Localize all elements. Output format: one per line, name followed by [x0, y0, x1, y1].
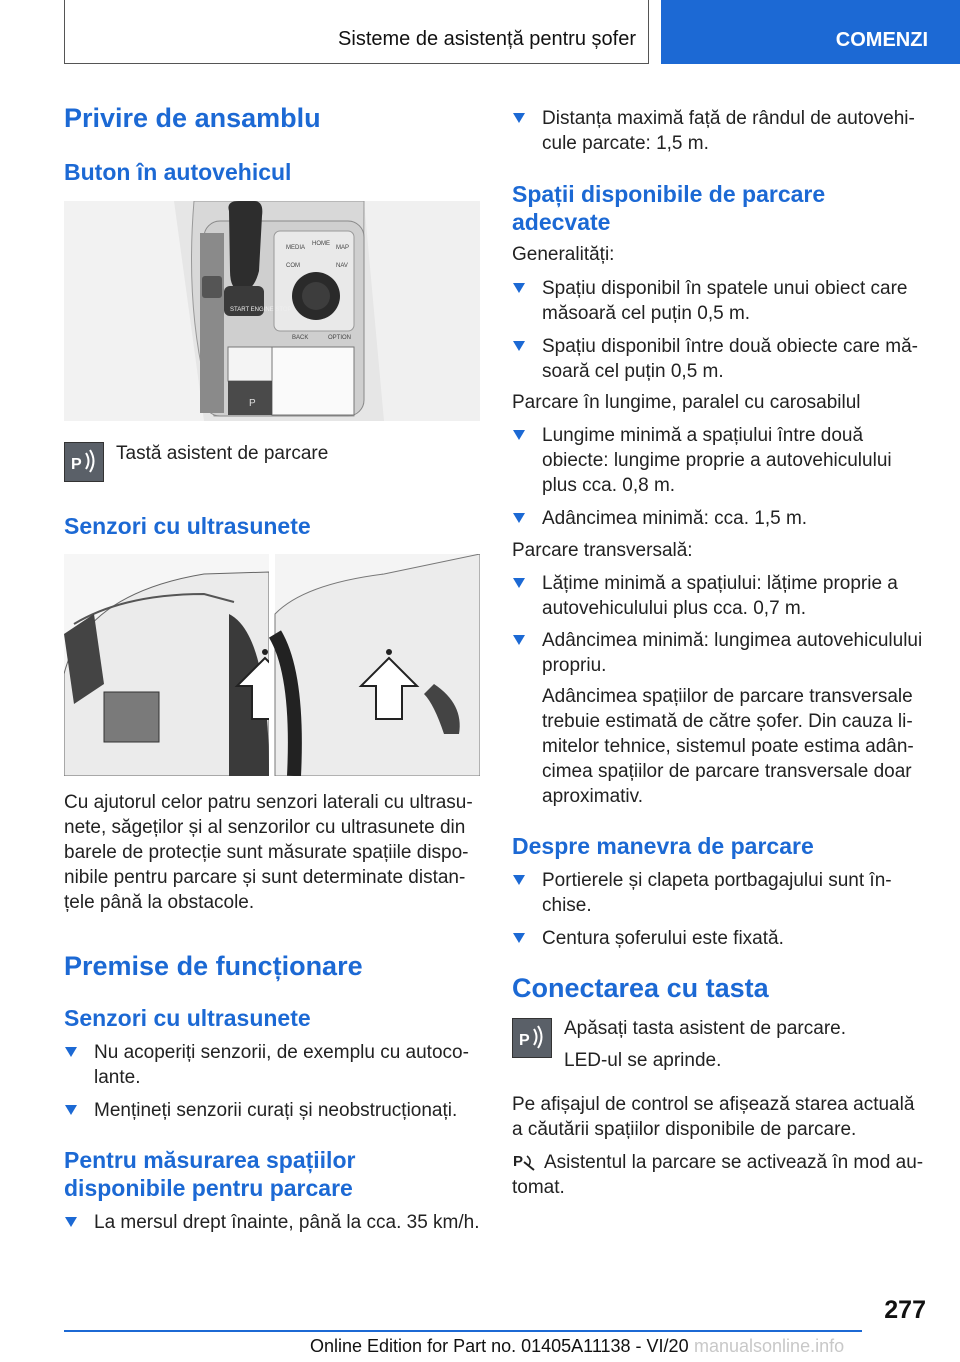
bullet-speed-limit: La mersul drept înainte, până la cca. 35 km/h. [64, 1210, 480, 1235]
bullet-min-width: Lățime minimă a spațiului: lățime proprie a autovehiculului plus cca. 0,7 m. [512, 571, 926, 621]
bullet-seatbelt: Centura șoferului este fixată. [512, 926, 926, 951]
page-number: 277 [884, 1296, 926, 1324]
bullet-min-depth: Adâncimea minimă: cca. 1,5 m. [512, 506, 926, 531]
heading-measuring-spaces: Pentru măsurarea spațiilor disponibile pentru parcare [64, 1147, 356, 1201]
p-label: P [249, 398, 256, 409]
map-label: MAP [336, 245, 350, 251]
console-button-figure [64, 201, 480, 421]
svg-text:P: P [513, 1153, 524, 1170]
bumper-sensors-illustration [64, 554, 480, 776]
parking-assist-key-icon-2 [512, 1018, 552, 1058]
footer-edition: Online Edition for Part no. 01405A11138 - VI/20 [310, 1336, 689, 1356]
heading-parking-maneuver: Despre manevra de parcare [512, 833, 814, 859]
home-label: HOME [312, 241, 330, 247]
header-chapter-tab[interactable]: COMENZI [661, 0, 960, 64]
media-label: MEDIA [286, 245, 306, 251]
heading-overview: Privire de ansamblu [64, 103, 321, 133]
page-header [0, 0, 960, 66]
parking-assist-key-icon [64, 442, 104, 482]
sensors-figure [64, 554, 480, 776]
sensors-description: Cu ajutorul celor patru senzori laterali cu ultrasu-nete, săgeților și al senzorilor cu ultrasunete din barele de protecție sunt măsurate spațiile dispo-nibile pentru parcare și sunt determinate distan-țele până la obstacole. [64, 792, 473, 913]
start-stop-label: START ENGINE STOP [230, 307, 292, 313]
automatic-activation-text: Asistentul la parcare se activează în mod au-tomat. [512, 1152, 924, 1198]
heading-ultrasonic-sensors: Senzori cu ultrasunete [64, 513, 311, 539]
connect-step-press-key: Apăsați tasta asistent de parcare. [564, 1018, 846, 1039]
footer-watermark[interactable]: manualsonline.info [694, 1336, 845, 1356]
bullet-min-length: Lungime minimă a spațiului între două obiecte: lungime proprie a autovehiculului plus cca. 0,8 m. [512, 423, 926, 498]
heading-button-in-vehicle: Buton în autovehicul [64, 159, 292, 185]
heading-ultrasonic-sensors-2: Senzori cu ultrasunete [64, 1005, 311, 1031]
svg-text:P: P [519, 1032, 530, 1049]
option-label: OPTION [328, 335, 352, 341]
heading-preconditions: Premise de funcționare [64, 951, 363, 981]
heading-suitable-spaces: Spații disponibile de parcare adecvate [512, 181, 826, 235]
transverse-parking-label: Parcare transversală: [512, 540, 693, 561]
back-label: BACK [292, 335, 309, 341]
bullet-keep-clean: Mențineți senzorii curați și neobstrucționați. [64, 1098, 480, 1123]
transverse-note: Adâncimea spațiilor de parcare transversale trebuie estimată de către șofer. Din cauza li-mitelor tehnice, sistemul poate estima adân-cimea spațiilor de parcare transversale doar aproximativ. [542, 686, 914, 807]
bullet-max-distance: Distanța maximă față de rândul de autovehi-cule parcate: 1,5 m. [512, 106, 926, 156]
parking-key-caption: Tastă asistent de parcare [116, 443, 329, 464]
footer-divider [64, 1330, 862, 1332]
parallel-parking-label: Parcare în lungime, paralel cu carosabilul [512, 392, 861, 413]
bullet-space-between-objects: Spațiu disponibil între două obiecte care mă-soară cel puțin 0,5 m. [512, 334, 926, 384]
nav-label: NAV [336, 263, 348, 269]
svg-text:P: P [71, 456, 82, 473]
center-console-illustration [64, 201, 480, 421]
bullet-space-behind-object: Spațiu disponibil în spatele unui obiect care măsoară cel puțin 0,5 m. [512, 276, 926, 326]
bullet-min-depth-transverse: Adâncimea minimă: lungimea autovehiculului propriu. [512, 628, 926, 678]
control-display-text: Pe afișajul de control se afișează starea actuală a căutării spațiilor disponibile de parcare. [512, 1094, 915, 1140]
bullet-do-not-cover: Nu acoperiți senzorii, de exemplu cu autoco-lante. [64, 1040, 480, 1090]
com-label: COM [286, 263, 300, 269]
connect-step-led: LED-ul se aprinde. [564, 1050, 722, 1071]
heading-activate-with-key: Conectarea cu tasta [512, 973, 769, 1003]
bullet-doors-closed: Portierele și clapeta portbagajului sunt în-chise. [512, 868, 926, 918]
general-label: Generalități: [512, 244, 615, 265]
header-section-title: Sisteme de asistență pentru șofer [64, 0, 649, 64]
